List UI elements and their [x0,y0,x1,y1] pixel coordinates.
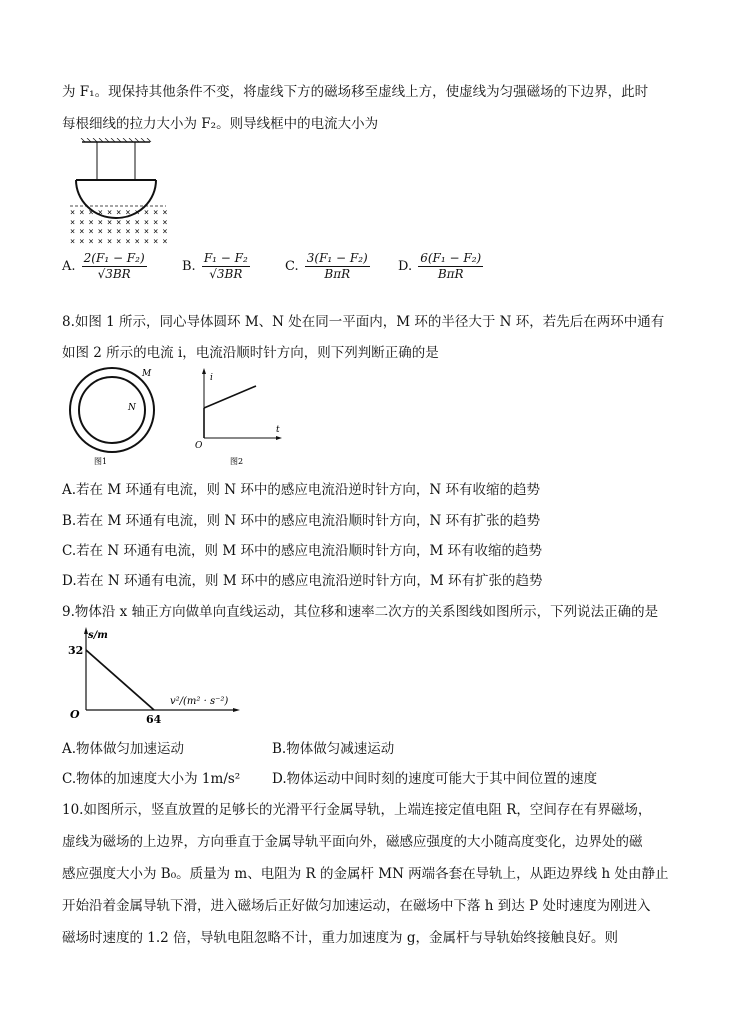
q8-option-d[interactable]: D.若在 N 环通有电流，则 M 环中的感应电流沿逆时针方向，M 环有扩张的趋势 [62,573,543,589]
q7-option-d-fraction [418,251,483,282]
fig2-origin: O [195,441,203,451]
q7-option-d-numerator: 6(F₁ − F₂) [420,251,482,265]
q9-origin: O [70,708,80,721]
q7-option-d-label: D. [398,259,413,274]
field-marks-row-4: × × × × × × × × × × × [70,236,167,247]
q7-option-a[interactable] [62,251,147,282]
q9-option-b[interactable]: B.物体做匀减速运动 [272,741,395,757]
q7-option-a-denominator: √3BR [97,267,131,281]
q9-text-line-1: 9.物体沿 x 轴正方向做单向直线运动，其位移和速率二次方的关系图线如图所示，下列说法正确的是 [62,604,659,620]
q9-s-v2-graph [62,622,252,726]
q7-option-c-label: C. [285,259,299,274]
q7-option-b-numerator: F₁ − F₂ [203,251,248,265]
q7-option-a-fraction [82,251,147,282]
current-line [204,386,256,408]
q8-option-b[interactable]: B.若在 M 环通有电流，则 N 环中的感应电流沿顺时针方向，N 环有扩张的趋势 [62,513,541,529]
q7-option-b-denominator: √3BR [209,267,243,281]
fig1-caption: 图1 [94,457,108,466]
q7-option-d-denominator: BπR [437,267,464,281]
q9-x-value: 64 [146,713,162,726]
q9-graph-line [86,650,154,710]
q8-figure-2-current-graph [192,366,288,468]
q8-text-line-2: 如图 2 所示的电流 i，电流沿顺时针方向，则下列判断正确的是 [62,345,439,361]
q7-option-b[interactable] [182,251,250,282]
q7-option-c-fraction [305,251,370,282]
q10-text-line-1: 10.如图所示，竖直放置的足够长的光滑平行金属导轨，上端连接定值电阻 R，空间存在有界磁场， [62,802,652,818]
q10-text-line-2: 虚线为磁场的上边界，方向垂直于金属导轨平面向外，磁感应强度的大小随高度变化，边界处的磁 [62,834,643,850]
fig2-axis-y: i [210,373,213,383]
fig1-label-m: M [142,369,152,379]
q9-option-c[interactable]: C.物体的加速度大小为 1m/s² [62,771,241,787]
fig2-axis-x: t [276,425,280,435]
q7-option-b-fraction [202,251,250,282]
q10-text-line-4: 开始沿着金属导轨下滑，进入磁场后正好做匀加速运动，在磁场中下落 h 到达 P 处时速度为刚进入 [62,898,651,914]
ring-m [70,368,154,452]
q7-option-a-label: A. [62,259,76,274]
q7-option-c[interactable] [285,251,370,282]
fig2-caption: 图2 [230,457,244,466]
q7-text-line-1: 为 F₁。现保持其他条件不变，将虚线下方的磁场移至虚线上方，使虚线为匀强磁场的下边界，此时 [62,84,649,100]
fig1-label-n: N [128,403,136,413]
q9-option-d[interactable]: D.物体运动中间时刻的速度可能大于其中间位置的速度 [272,771,598,787]
q9-option-a[interactable]: A.物体做匀加速运动 [62,741,185,757]
q7-option-d[interactable] [398,251,483,282]
q7-magnetic-field-marks [70,209,170,247]
q7-option-c-denominator: BπR [324,267,351,281]
q7-text-line-2: 每根细线的拉力大小为 F₂。则导线框中的电流大小为 [62,116,379,132]
q9-x-label: v²/(m² · s⁻²) [170,696,229,707]
q7-option-a-numerator: 2(F₁ − F₂) [83,251,145,265]
q8-text-line-1: 8.如图 1 所示，同心导体圆环 M、N 处在同一平面内，M 环的半径大于 N 环，若先后在两环中通有 [62,314,665,330]
q7-option-b-label: B. [182,259,196,274]
q9-y-value: 32 [68,644,84,657]
field-marks-row-1: × × × × × × × × × × × [70,208,167,218]
q9-y-label: s/m [88,630,108,641]
field-marks-row-2: × × × × × × × × × × × [70,217,167,228]
field-marks-row-3: × × × × × × × × × × × [70,227,167,237]
q10-text-line-3: 感应强度大小为 B₀。质量为 m、电阻为 R 的金属杆 MN 两端各套在导轨上，从距边界线 h 处由静止 [62,866,669,882]
q8-figure-1-rings [62,364,192,468]
q7-option-c-numerator: 3(F₁ − F₂) [306,251,368,265]
q8-option-c[interactable]: C.若在 N 环通有电流，则 M 环中的感应电流沿顺时针方向，M 环有收缩的趋势 [62,543,543,559]
q10-text-line-5: 磁场时速度的 1.2 倍，导轨电阻忽略不计，重力加速度为 g，金属杆与导轨始终接触良好。则 [62,930,618,946]
q8-option-a[interactable]: A.若在 M 环通有电流，则 N 环中的感应电流沿逆时针方向，N 环有收缩的趋势 [62,482,540,498]
